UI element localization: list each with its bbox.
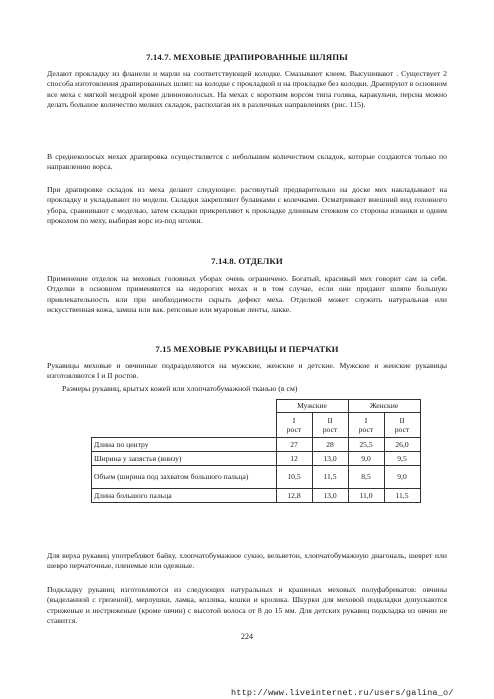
table-cell: 9,0 [384,466,420,489]
table-header-row [92,400,421,413]
table-caption: Размеры рукавиц, крытых кожей или хлопчатобумажной тканью (в см) [62,384,298,393]
size-word: рост [322,425,338,434]
size-number: I [292,415,296,425]
size-number: I [364,415,368,425]
table-cell: 28 [312,438,348,452]
table-row [92,438,421,452]
mitten-sizes-table [91,399,421,503]
paragraph-mittens-intro: Рукавицы меховые и овчинные подразделяются на мужские, женские и детские. Мужские и женские рукавицы изготовляются I и II ростов. [47,361,447,381]
table-cell: 12,8 [276,489,312,503]
table-cell: 11,0 [348,489,384,503]
table-cell: 11,5 [384,489,420,503]
size-word: рост [394,425,410,434]
table-cell: 12 [276,452,312,466]
paragraph-mittens-top-material: Для верха рукавиц употребляют байку, хлопчатобумажное сукно, вельветон, хлопчатобумажную диагональ, шеврет или шевро перчаточные, пленемые или одежные. [47,551,447,571]
group-header-male: Мужские [276,400,348,413]
paragraph-trims: Применение отделок на меховых головных уборах очень ограничено. Богатый, красивый мех говорит сам за себя. Отделки в основном применяются на недорогих мехах и в том случае, если они придают шляпе большую привлекательность или при необходимости скрыть дефект меха. Отделкой может служить натуральная или искусственная кожа, замша или вак. репсовые или муаровые ленты, лакке. [47,274,447,315]
paragraph-hats-intro: Делают прокладку из фланели и марли на соответствующей колодке. Смазывают клеем. Высушивают . Существует 2 способа изготовления драпированных шляп: на колодке с прокладкой и на прокладке без колодки. Драпируют в основном все меха с мягкой мездрой кроме длинноволосых. На мехах с коротким ворсом типа голяка, каракульчи, персиа можно делать большое количество мелких складок, располагая их в различных направлениях (рис. 115). [47,69,447,110]
subheader-cell [384,413,420,438]
table-cell: 8,5 [348,466,384,489]
size-word: рост [286,425,302,434]
table-corner-cell [92,400,277,438]
size-word: рост [358,425,374,434]
table-cell: 25,5 [348,438,384,452]
table-cell: 13,0 [312,489,348,503]
paragraph-mittens-lining: Подкладку рукавиц изготовляются из следующих натуральных и крашеных меховых полуфабрикатов: овчины (выделанной с гризеной), мерлушки, ламка, козлика, кошки и кролика. Шкурки для меховой подкладки допускаются стриженые и нестриженые (кроме овчин) с высотой волоса от 8 до 15 мм. Для детских рукавиц подкладка из овчин не ставится. [47,585,447,626]
row-label: Длина большого пальца [92,489,277,503]
table-cell: 13,0 [312,452,348,466]
watermark-url: http://www.liveinternet.ru/users/galina_o/ [231,688,454,698]
size-number: II [399,415,405,425]
size-number: II [327,415,333,425]
subheader-cell [348,413,384,438]
subheader-cell [276,413,312,438]
table-row [92,452,421,466]
table-cell: 27 [276,438,312,452]
paragraph-hats-process: При драпировке складок из меха делают следующее: растянутый предварительно на доске мех накладывают на прокладку и укладывают по модели. Складки закрепляют булавками с колечками. Осматривают внешний вид головного убора, сравнивают с моделью, затем складки прикрепляют к прокладке длинным стежком со стороны изнанки и одним проколом по меху, выбирая ворс из-под иголки. [47,185,447,226]
table-cell: 11,5 [312,466,348,489]
table-cell: 9,5 [384,452,420,466]
table-row [92,489,421,503]
section-heading-hats: 7.14.7. МЕХОВЫЕ ДРАПИРОВАННЫЕ ШЛЯПЫ [146,52,348,62]
group-header-female: Женские [348,400,420,413]
subheader-cell [312,413,348,438]
table-cell: 26,0 [384,438,420,452]
row-label: Объем (ширина под захватом большого пальца) [92,466,277,489]
section-heading-mittens: 7.15 МЕХОВЫЕ РУКАВИЦЫ И ПЕРЧАТКИ [155,344,339,354]
table-cell: 9,0 [348,452,384,466]
row-label: Длина по центру [92,438,277,452]
table-row [92,466,421,489]
table-cell: 10,5 [276,466,312,489]
section-heading-trims: 7.14.8. ОТДЕЛКИ [211,256,283,266]
row-label: Ширина у запястья (внизу) [92,452,277,466]
paragraph-hats-folds: В среднеколосых мехах драпировка осуществляется с небольшим количеством складок, которые создаются только по направлению ворса. [47,152,447,172]
page-number: 224 [241,632,253,641]
